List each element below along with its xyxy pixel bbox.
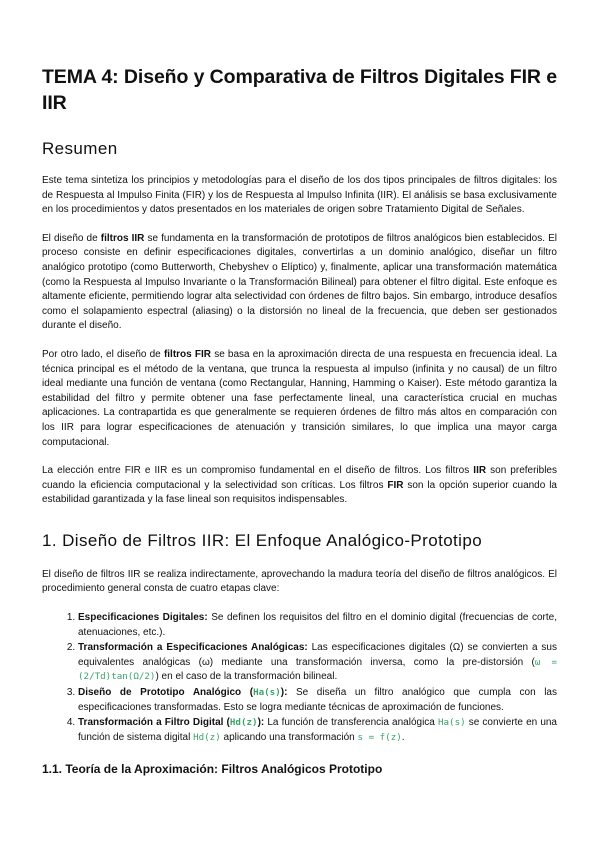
step-title: Transformación a Especificaciones Analógicas: <box>78 642 308 654</box>
page-title: TEMA 4: Diseño y Comparativa de Filtros Digitales FIR e IIR <box>42 66 557 114</box>
subsection-1-1-heading: 1.1. Teoría de la Aproximación: Filtros Analógicos Prototipo <box>42 762 383 777</box>
text-run: son la opción superior cuando la estabilidad garantizada y la fase lineal son requisitos indispensables. <box>42 479 557 506</box>
list-item <box>78 611 557 640</box>
summary-paragraph-1: Este tema sintetiza los principios y metodologías para el diseño de los dos tipos principales de filtros digitales: los de Respuesta al Impulso Finita (FIR) y los de Respuesta al Impulso Infinita (IIR). El análisis se basa exclusivamente en los procedimientos y datos presentados en los materiales de origen sobre Tratamiento Digital de Señales. <box>42 175 557 216</box>
step-text: ) en el caso de la transformación bilineal. <box>155 671 338 683</box>
formula-code: ω = (2/Td)tan(Ω/2) <box>78 656 557 683</box>
resumen-heading: Resumen <box>42 139 118 158</box>
formula-code: s = f(z) <box>357 731 402 743</box>
document-page <box>42 64 557 777</box>
formula-code: Ha(s) <box>253 687 281 699</box>
step-text: Las especificaciones digitales (Ω) se convierten a sus equivalentes analógicas (ω) mediante una transformación inversa, como la pre-distorsión ( <box>78 642 557 668</box>
step-title: Especificaciones Digitales: <box>78 612 208 624</box>
list-item <box>78 686 557 715</box>
step-title-text: Transformación a Filtro Digital ( <box>78 717 230 729</box>
step-text: se convierte en una función de sistema digital <box>78 717 557 743</box>
step-text: Se diseña un filtro analógico que cumpla con las especificaciones transformadas. Esto se logra mediante técnicas de aproximación de funciones. <box>78 687 557 713</box>
summary-paragraph-4 <box>42 464 557 508</box>
step-text: . <box>401 731 405 743</box>
summary-paragraph-3 <box>42 348 557 450</box>
bold-term: filtros IIR <box>100 232 145 244</box>
step-title <box>78 687 287 698</box>
text-run: Por otro lado, el diseño de <box>42 348 164 360</box>
step-text: La función de transferencia analógica <box>264 717 438 729</box>
section-1-intro: El diseño de filtros IIR se realiza indirectamente, aprovechando la madura teoría del diseño de filtros analógicos. El procedimiento general consta de cuatro etapas clave: <box>42 568 557 595</box>
text-run: El diseño de <box>42 232 101 244</box>
section-1-heading: 1. Diseño de Filtros IIR: El Enfoque Analógico-Prototipo <box>42 530 483 550</box>
bold-term: IIR <box>473 465 487 477</box>
bold-term: FIR <box>387 479 404 491</box>
text-run: La elección entre FIR e IIR es un compromiso fundamental en el diseño de filtros. Los filtros <box>42 465 474 477</box>
text-run: son preferibles cuando la eficiencia computacional y la selectividad son críticas. Los filtros <box>42 465 557 491</box>
list-item <box>78 716 557 745</box>
step-text: Se definen los requisitos del filtro en el dominio digital (frecuencias de corte, atenuaciones, etc.). <box>78 612 557 638</box>
step-title <box>78 717 264 728</box>
design-steps-list <box>42 611 557 745</box>
formula-code: Hd(z) <box>229 717 258 729</box>
formula-code: Ha(s) <box>437 717 466 729</box>
step-title-text: ): <box>257 717 265 729</box>
step-title-text: Diseño de Prototipo Analógico ( <box>78 687 254 699</box>
step-title-text: ): <box>280 687 288 699</box>
summary-paragraph-2 <box>42 232 557 334</box>
text-run: se fundamenta en la transformación de prototipos de filtros analógicos bien establecidos. El proceso consiste en definir especificaciones digitales, convertirlas a un dominio analógico, diseñar un filtro analógico prototipo (como Butterworth, Chebyshev o Elíptico) y, finalmente, aplicar una transformación matemática (como la Respuesta al Impulso Invariante o la Transformación Bilineal) para obtener el filtro digital. Este enfoque es altamente eficiente, permitiendo lograr alta selectividad con órdenes de filtro bajos. Sin embargo, introduce desafíos como el solapamiento espectral (aliasing) o la distorsión no lineal de la frecuencia, que deben ser gestionados durante el diseño. <box>42 232 557 332</box>
text-run: se basa en la aproximación directa de una respuesta en frecuencia ideal. La técnica principal es el método de la ventana, que trunca la respuesta al impulso (infinita y no causal) de un filtro ideal mediante una función de ventana (como Rectangular, Hanning, Hamming o Kaiser). Este método garantiza la estabilidad del filtro y permite obtener una fase perfectamente lineal, una característica crucial en muchas aplicaciones. La contrapartida es que generalmente se requieren órdenes de filtro más altos en comparación con los IIR para lograr especificaciones de atenuación y transición similares, lo que implica una mayor carga computacional. <box>42 348 557 448</box>
step-text: aplicando una transformación <box>220 731 358 743</box>
bold-term: filtros FIR <box>163 348 212 360</box>
list-item <box>78 641 557 685</box>
formula-code: Hd(z) <box>193 731 221 743</box>
